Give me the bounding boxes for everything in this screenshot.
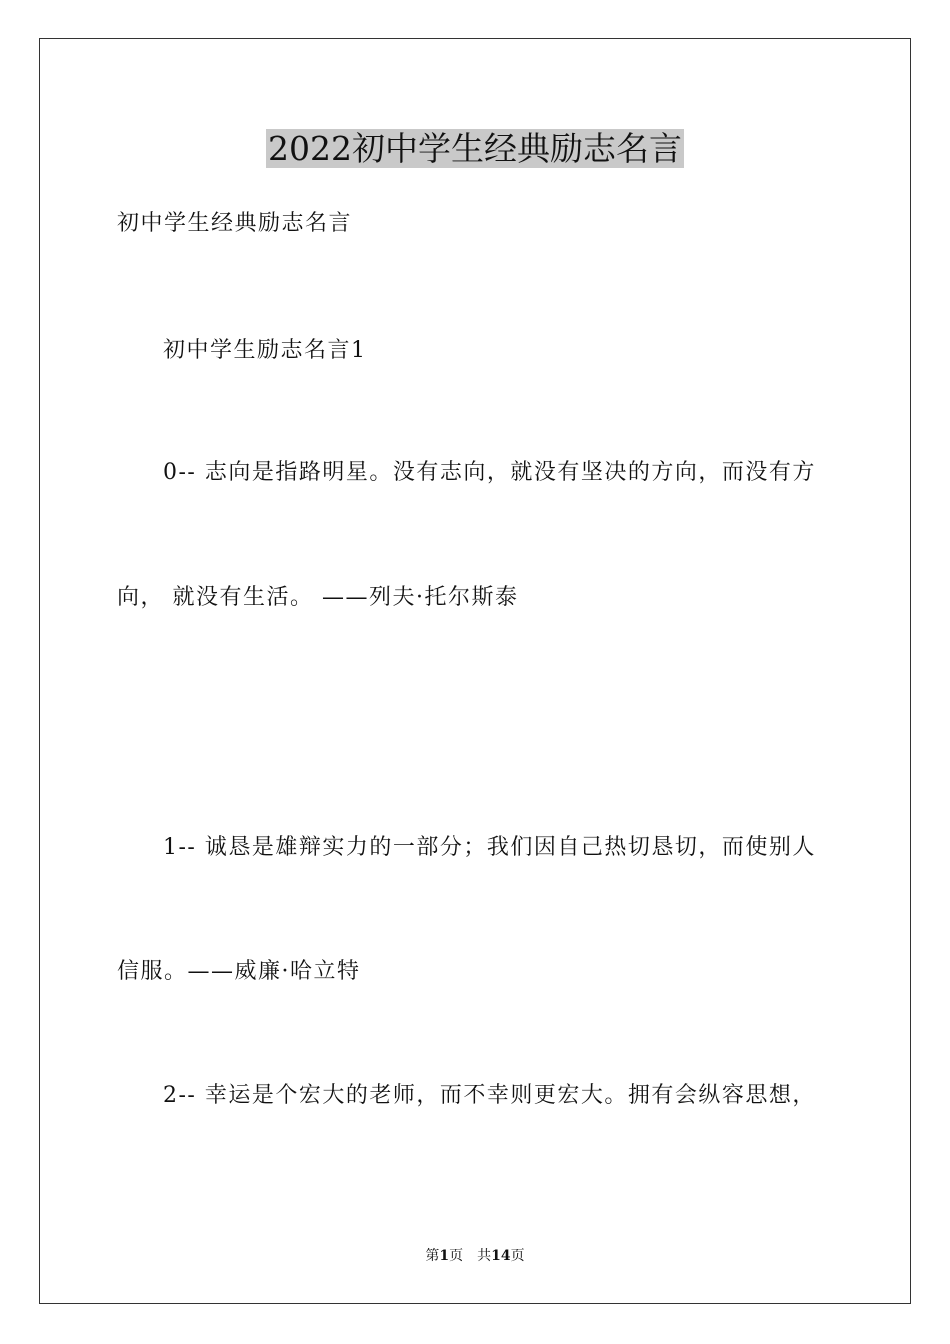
quote-line: 1-- 诚恳是雄辩实力的一部分；我们因自己热切恳切，而使别人 bbox=[163, 835, 816, 860]
total-suffix: 页 bbox=[510, 1248, 525, 1264]
quote-line: 2-- 幸运是个宏大的老师，而不幸则更宏大。拥有会纵容思想， bbox=[163, 1083, 816, 1108]
document-subtitle: 初中学生经典励志名言 bbox=[117, 211, 353, 236]
page-total: 14 bbox=[491, 1248, 511, 1264]
quote-line: 向， 就没有生活。 ——列夫·托尔斯泰 bbox=[117, 585, 519, 610]
quote-line: 0-- 志向是指路明星。没有志向，就没有坚决的方向，而没有方 bbox=[163, 460, 816, 485]
page-suffix: 页 bbox=[449, 1248, 464, 1264]
page-footer bbox=[0, 1246, 950, 1266]
document-title-text: 2022初中学生经典励志名言 bbox=[268, 129, 682, 168]
quote-line: 信服。——威廉·哈立特 bbox=[117, 959, 361, 984]
document-title bbox=[0, 127, 950, 171]
page-current: 1 bbox=[439, 1248, 450, 1264]
total-prefix: 共 bbox=[477, 1248, 492, 1264]
section-heading: 初中学生励志名言1 bbox=[163, 338, 367, 363]
page-prefix: 第 bbox=[425, 1248, 440, 1264]
